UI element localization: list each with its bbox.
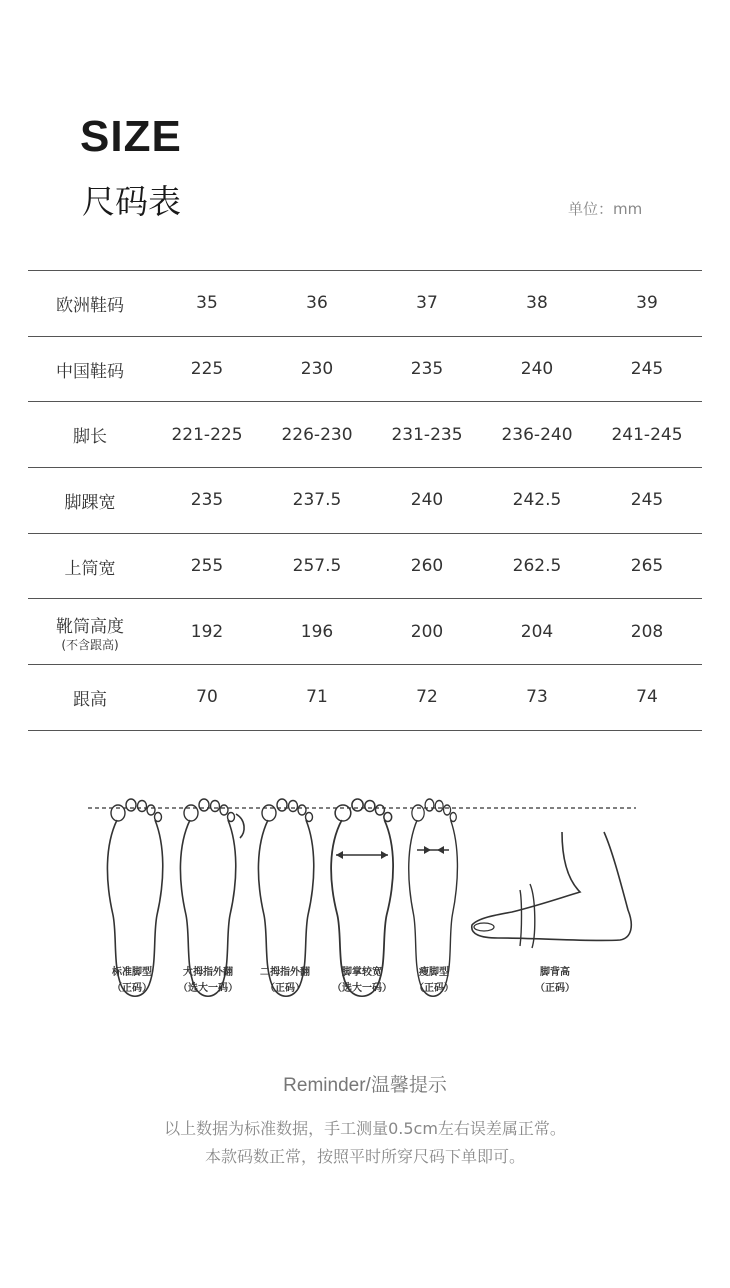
row-label: 欧洲鞋码 bbox=[56, 295, 124, 316]
foot-type-name: 脚掌较宽 bbox=[342, 967, 382, 978]
table-cell: 265 bbox=[630, 556, 664, 577]
row-sublabel: (不含跟高) bbox=[61, 637, 119, 652]
table-cell: 208 bbox=[630, 621, 664, 642]
row-label: 跟高 bbox=[73, 689, 107, 710]
table-cell: 231-235 bbox=[391, 424, 463, 445]
table-cell: 192 bbox=[190, 621, 224, 642]
table-cell: 236-240 bbox=[501, 424, 573, 445]
table-cell: 70 bbox=[196, 687, 218, 708]
table-cell: 245 bbox=[630, 490, 664, 511]
table-row bbox=[28, 402, 702, 468]
row-label: 上筒宽 bbox=[64, 558, 116, 579]
table-row bbox=[28, 665, 702, 731]
table-row bbox=[28, 336, 702, 402]
table-cell: 255 bbox=[190, 556, 224, 577]
table-cell: 204 bbox=[520, 621, 554, 642]
size-table bbox=[28, 270, 702, 731]
foot-type-note: （正码） bbox=[414, 983, 454, 994]
table-cell: 262.5 bbox=[512, 556, 562, 577]
table-cell: 196 bbox=[300, 621, 334, 642]
table-cell: 38 bbox=[526, 293, 548, 314]
table-cell: 226-230 bbox=[281, 424, 353, 445]
table-cell: 200 bbox=[410, 621, 444, 642]
foot-type-note: （正码） bbox=[112, 983, 152, 994]
table-row bbox=[28, 271, 702, 337]
row-label: 脚踝宽 bbox=[64, 492, 116, 513]
table-cell: 230 bbox=[300, 359, 334, 380]
table-cell: 74 bbox=[636, 687, 658, 708]
reminder-title: Reminder/温馨提示 bbox=[283, 1075, 447, 1096]
foot-caption bbox=[510, 965, 600, 997]
foot-type-name: 瘦脚型 bbox=[419, 967, 449, 978]
table-cell: 73 bbox=[526, 687, 548, 708]
page-title-en: SIZE bbox=[80, 112, 182, 161]
table-cell: 71 bbox=[306, 687, 328, 708]
foot-type-note: （正码） bbox=[535, 983, 575, 994]
table-row bbox=[28, 533, 702, 599]
table-cell: 225 bbox=[190, 359, 224, 380]
row-label bbox=[28, 599, 152, 665]
reminder-line-1: 以上数据为标准数据，手工测量0.5cm左右误差属正常。 bbox=[164, 1119, 566, 1138]
foot-type-note: （选大一码） bbox=[332, 983, 392, 994]
table-cell: 39 bbox=[636, 293, 658, 314]
row-label: 中国鞋码 bbox=[56, 361, 124, 382]
page-title-cn: 尺码表 bbox=[82, 182, 181, 221]
foot-caption bbox=[389, 965, 479, 997]
row-label: 脚长 bbox=[73, 427, 107, 448]
table-cell: 240 bbox=[520, 359, 554, 380]
table-cell: 257.5 bbox=[292, 556, 342, 577]
table-cell: 36 bbox=[306, 293, 328, 314]
table-cell: 242.5 bbox=[512, 490, 562, 511]
table-cell: 240 bbox=[410, 490, 444, 511]
table-cell: 237.5 bbox=[292, 490, 342, 511]
table-cell: 235 bbox=[190, 490, 224, 511]
foot-high-instep-icon bbox=[472, 832, 632, 948]
foot-type-name: 标准脚型 bbox=[112, 967, 152, 978]
table-cell: 260 bbox=[410, 556, 444, 577]
table-cell: 245 bbox=[630, 359, 664, 380]
table-cell: 241-245 bbox=[611, 424, 683, 445]
foot-type-name: 二拇指外翻 bbox=[260, 967, 310, 978]
row-label-main: 靴筒高度 bbox=[56, 616, 124, 637]
table-cell: 37 bbox=[416, 293, 438, 314]
reminder-line-2: 本款码数正常，按照平时所穿尺码下单即可。 bbox=[204, 1147, 525, 1166]
foot-type-name: 大拇指外翻 bbox=[183, 967, 233, 978]
table-cell: 235 bbox=[410, 359, 444, 380]
table-cell: 221-225 bbox=[171, 424, 243, 445]
table-cell: 35 bbox=[196, 293, 218, 314]
table-row bbox=[28, 468, 702, 534]
unit-label: 单位：mm bbox=[568, 200, 643, 218]
table-cell: 72 bbox=[416, 687, 438, 708]
foot-type-note: （选大一码） bbox=[178, 983, 238, 994]
foot-type-note: （正码） bbox=[265, 983, 305, 994]
foot-type-name: 脚背高 bbox=[540, 967, 570, 978]
table-row bbox=[28, 599, 702, 665]
